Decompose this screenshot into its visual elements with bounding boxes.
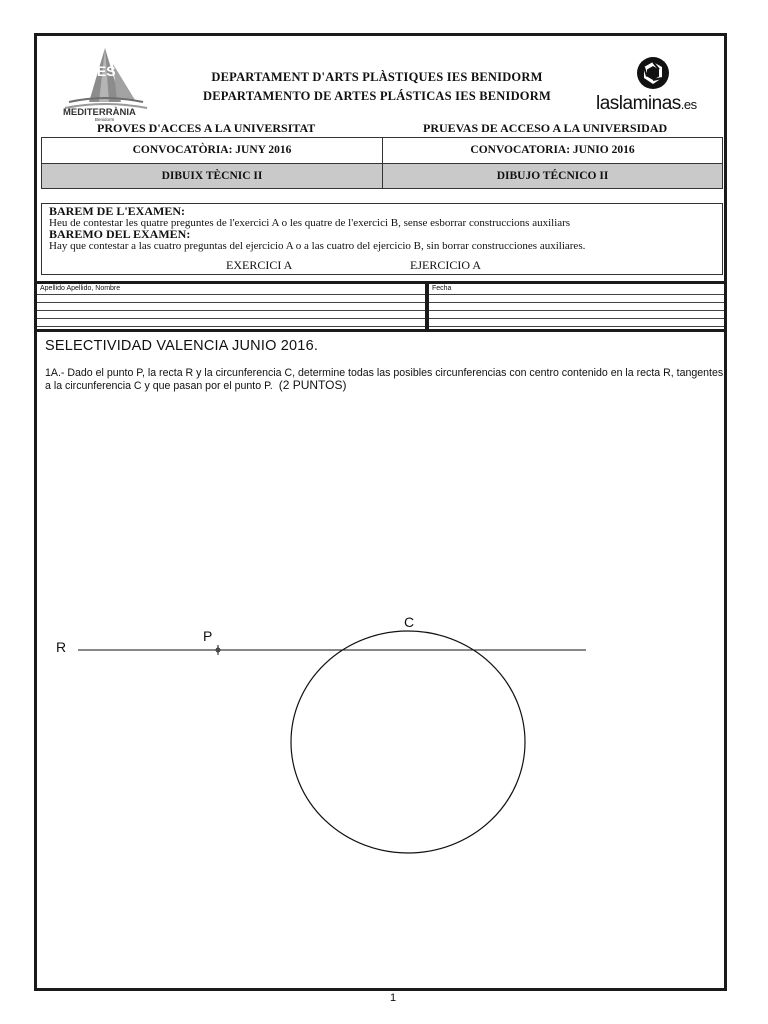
line-r-label: R [56, 639, 67, 655]
department-name-valencian: DEPARTAMENT D'ARTS PLÀSTIQUES IES BENIDORM [211, 70, 543, 84]
grading-title-spanish: BAREMO DEL EXAMEN: [49, 227, 191, 241]
name-field[interactable] [37, 284, 425, 329]
department-name-spanish: DEPARTAMENTO DE ARTES PLÁSTICAS IES BENIDORM [203, 89, 551, 103]
grading-title-valencian: BAREM DE L'EXAMEN: [49, 204, 186, 218]
exam-sheet [34, 33, 727, 991]
exercise-area [37, 329, 724, 988]
grading-text-valencian: Heu de contestar les quatre preguntes de l'exercici A o les quatre de l'exercici B, sense esborrar construccions auxiliars [49, 216, 571, 229]
laslaminas-wordmark: laslaminas.es [596, 93, 697, 114]
exercise-label-valencian: EXERCICI A [226, 258, 293, 272]
subject-spanish: DIBUJO TÉCNICO II [383, 164, 722, 188]
svg-text:IES: IES [93, 63, 116, 79]
access-heading-spanish: PRUEVAS DE ACCESO A LA UNIVERSIDAD [423, 121, 668, 135]
access-heading-valencian: PROVES D'ACCES A LA UNIVERSITAT [97, 121, 316, 135]
convocatoria-valencian: CONVOCATÒRIA: JUNY 2016 [42, 138, 383, 164]
grading-box [41, 203, 723, 275]
exam-header [37, 36, 724, 328]
question-points: (2 PUNTOS) [278, 378, 347, 392]
point-p-label: P [203, 628, 213, 644]
question-statement: 1A.- Dado el punto P, la recta R y la circunferencia C, determine todas las posibles circunferencias con centro contenido en la recta R, tangentes a la circunferencia C y que pasan por el punto P. (2 PUNTOS) [45, 367, 724, 392]
svg-text:Benidorm: Benidorm [95, 117, 115, 122]
student-info-area [37, 281, 724, 329]
exercise-label-spanish: EJERCICIO A [410, 258, 482, 272]
date-field[interactable] [429, 284, 724, 329]
exercise-title: SELECTIVIDAD VALENCIA JUNIO 2016. [45, 338, 319, 354]
subject-valencian: DIBUIX TÈCNIC II [42, 164, 383, 188]
circle-c-label: C [404, 614, 415, 630]
date-field-label: Fecha [432, 285, 452, 292]
exam-info-grid [41, 137, 723, 189]
page-number: 1 [390, 992, 397, 1004]
name-field-label: Apellido Apellido, Nombre [40, 285, 121, 292]
ies-mediterrania-logo [59, 42, 151, 122]
aperture-icon [635, 55, 671, 91]
svg-text:MEDITERRÀNIA: MEDITERRÀNIA [63, 107, 136, 118]
convocatoria-spanish: CONVOCATORIA: JUNIO 2016 [383, 138, 722, 164]
grading-text-spanish: Hay que contestar a las cuatro preguntas del ejercicio A o a las cuatro del ejercicio B, sin borrar construcciones auxiliares. [49, 239, 586, 252]
laslaminas-logo [592, 53, 717, 115]
